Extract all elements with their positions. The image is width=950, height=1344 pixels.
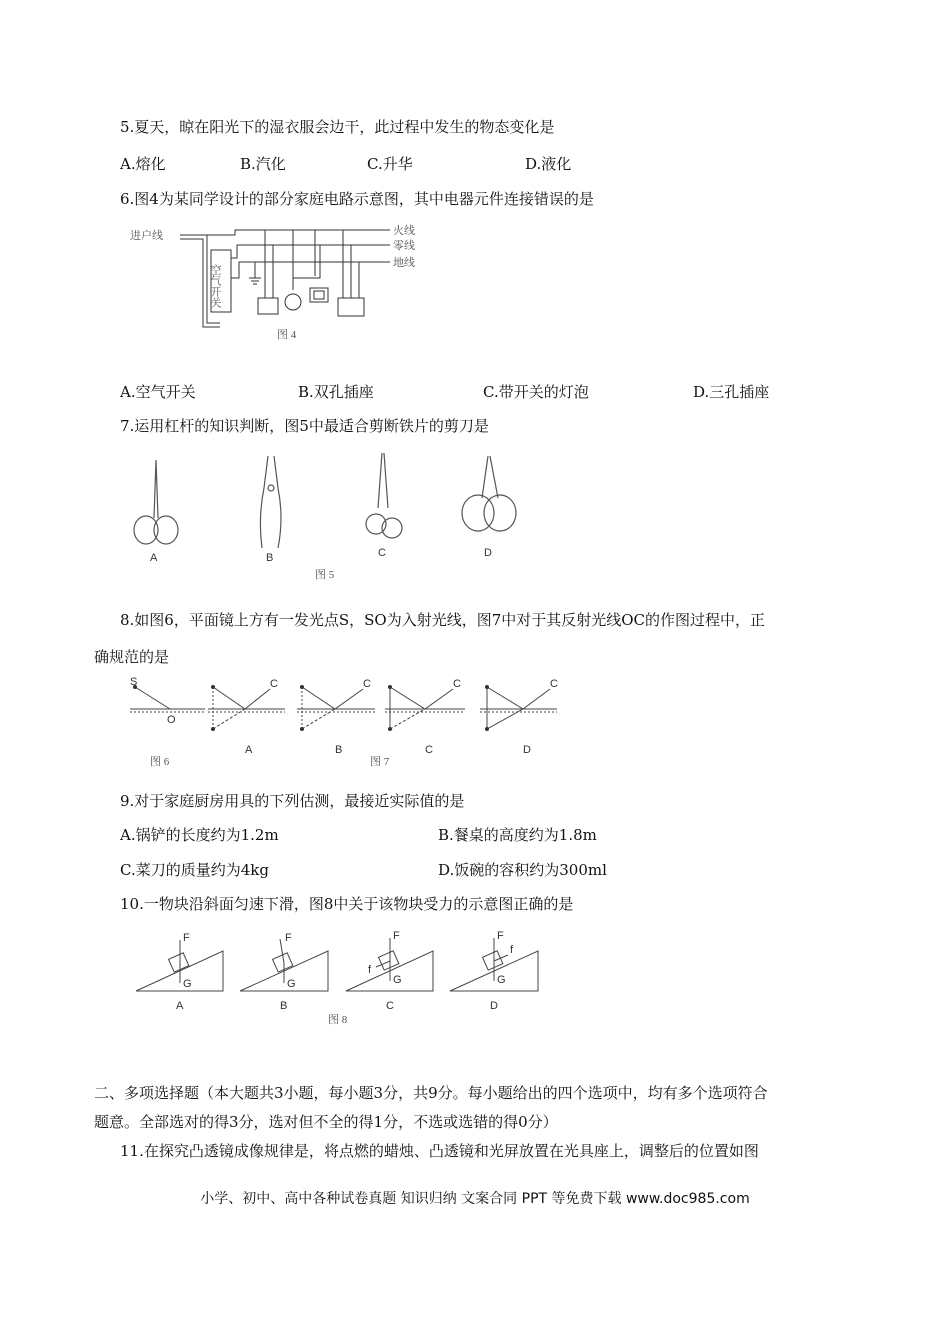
fig6-point-s: S (130, 677, 138, 688)
fig8c-force-g: G (393, 974, 402, 986)
figure-4-circuit (125, 218, 435, 348)
q9-option-c: C.菜刀的质量约为4kg (120, 861, 269, 879)
fig8b-force-f: F (285, 932, 292, 944)
q6-option-a: A.空气开关 (120, 383, 196, 401)
q6-option-d: D.三孔插座 (693, 383, 770, 401)
q5-option-b: B.汽化 (240, 155, 286, 173)
fig7c-point-c: C (453, 678, 461, 690)
air-switch-label: 空气开关 (209, 264, 221, 308)
fig5-label-a: A (150, 552, 158, 564)
fig5-label-d: D (484, 547, 492, 559)
section2-heading-line1: 二、多项选择题（本大题共3小题，每小题3分，共9分。每小题给出的四个选项中，均有多个选项符合 (94, 1084, 768, 1102)
figure-6-7-reflection (125, 677, 575, 772)
q9-option-a: A.锅铲的长度约为1.2m (120, 826, 279, 844)
fig7-label-d: D (523, 744, 531, 756)
fig8d-force-g: G (497, 974, 506, 986)
fig5-label-b: B (266, 552, 274, 564)
fig8c-force-f: F (393, 930, 400, 942)
q9-option-d: D.饭碗的容积约为300ml (438, 861, 607, 879)
live-wire-label: 火线 (393, 225, 415, 237)
fig8-label-a: A (176, 1000, 184, 1012)
q9-option-b: B.餐桌的高度约为1.8m (438, 826, 597, 844)
figure-8-caption: 图 8 (328, 1014, 348, 1026)
fig7-label-a: A (245, 744, 253, 756)
fig8d-friction: f (510, 944, 514, 956)
q5-stem: 5.夏天，晾在阳光下的湿衣服会边干，此过程中发生的物态变化是 (120, 118, 555, 136)
figure-4-caption: 图 4 (277, 329, 297, 341)
page-footer: 小学、初中、高中各种试卷真题 知识归纳 文案合同 PPT 等免费下载 www.doc985.com (200, 1191, 750, 1207)
fig7-label-c: C (425, 744, 433, 756)
q5-option-a: A.熔化 (120, 155, 166, 173)
fig8-label-b: B (280, 1000, 288, 1012)
ground-wire-label: 地线 (393, 257, 415, 269)
fig7-label-b: B (335, 744, 343, 756)
fig8a-force-g: G (183, 978, 192, 990)
q11-stem: 11.在探究凸透镜成像规律是，将点燃的蜡烛、凸透镜和光屏放置在光具座上，调整后的位置如图 (120, 1142, 759, 1160)
incoming-line-label: 进户线 (130, 230, 163, 242)
q10-stem: 10.一物块沿斜面匀速下滑，图8中关于该物块受力的示意图正确的是 (120, 895, 574, 913)
fig7b-point-c: C (363, 678, 371, 690)
neutral-wire-label: 零线 (393, 240, 415, 252)
q6-option-b: B.双孔插座 (298, 383, 374, 401)
q8-stem-line1: 8.如图6，平面镜上方有一发光点S，SO为入射光线，图7中对于其反射光线OC的作图过程中，正 (120, 611, 766, 629)
q5-option-c: C.升华 (367, 155, 413, 173)
fig8a-force-f: F (183, 932, 190, 944)
fig7d-point-c: C (550, 678, 558, 690)
fig7a-point-c: C (270, 678, 278, 690)
figure-7-caption: 图 7 (370, 756, 390, 768)
q6-option-c: C.带开关的灯泡 (483, 383, 589, 401)
q5-option-d: D.液化 (525, 155, 572, 173)
fig8d-force-f: F (497, 930, 504, 942)
section2-heading-line2: 题意。全部选对的得3分，选对但不全的得1分，不选或选错的得0分） (94, 1113, 558, 1131)
fig8c-friction: f (368, 964, 372, 976)
q6-stem: 6.图4为某同学设计的部分家庭电路示意图，其中电器元件连接错误的是 (120, 190, 594, 208)
fig8-label-d: D (490, 1000, 498, 1012)
q8-stem-line2: 确规范的是 (94, 648, 170, 666)
fig5-label-c: C (378, 547, 386, 559)
figure-6-caption: 图 6 (150, 756, 170, 768)
q7-stem: 7.运用杠杆的知识判断，图5中最适合剪断铁片的剪刀是 (120, 417, 489, 435)
fig8-label-c: C (386, 1000, 394, 1012)
fig6-point-o: O (167, 714, 176, 726)
figure-5-caption: 图 5 (315, 569, 335, 581)
fig8b-force-g: G (287, 978, 296, 990)
figure-5-scissors (120, 448, 540, 583)
figure-8-incline-forces (128, 925, 558, 1030)
q9-stem: 9.对于家庭厨房用具的下列估测，最接近实际值的是 (120, 792, 465, 810)
